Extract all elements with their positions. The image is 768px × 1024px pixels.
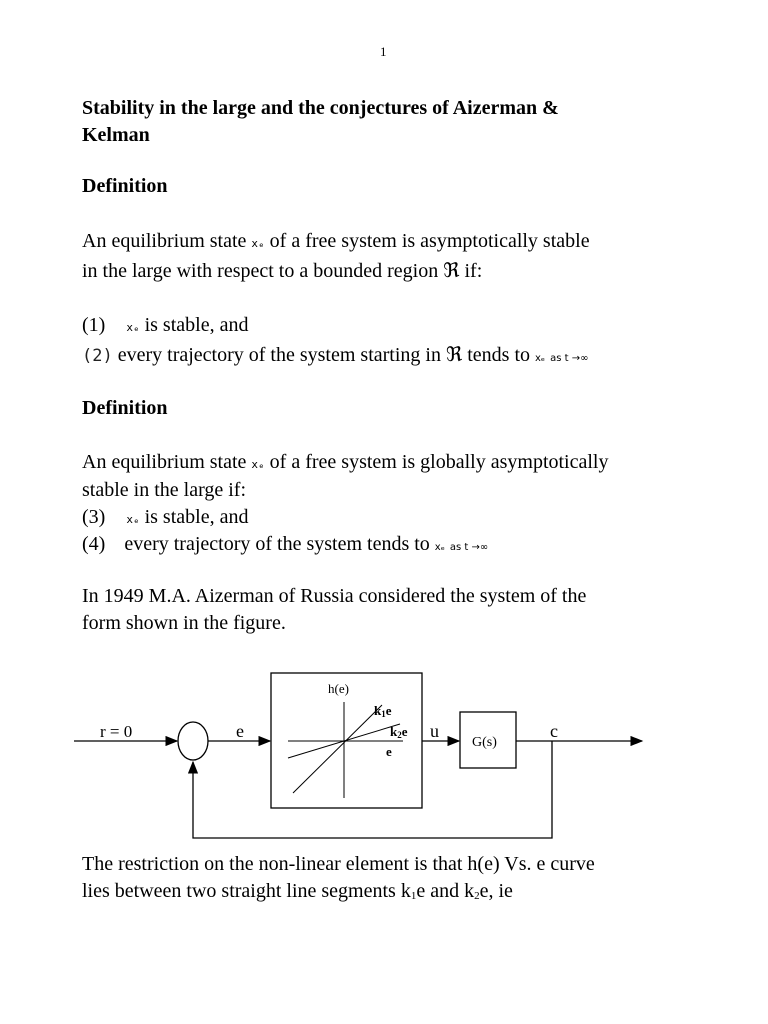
item-1-text: is stable, and [144,314,249,336]
xe-symbol: xₑ [126,321,140,334]
xe-symbol: xₑ [434,542,445,553]
limit-expression: as t →∞ [449,542,489,553]
para2-line-2: lies between two straight line segments $k_1e$ and $k_2e$, ie [82,880,513,902]
feedback-block-diagram [0,660,768,850]
xe-symbol: xₑ [535,353,546,364]
item-1-number: (1) [82,314,106,336]
output-label: c [550,721,558,741]
def1-line-2: in the large with respect to a bounded region ℜ if: [82,260,483,282]
item-3-number: (3) [82,506,106,528]
para1-line-2: form shown in the figure. [82,612,286,634]
item-3-text: is stable, and [144,506,249,528]
xe-symbol: xₑ [126,513,140,526]
input-label: r = 0 [100,722,133,741]
xe-symbol: xₑ [251,458,265,471]
def1-line1-a: An equilibrium state [82,230,247,252]
title-line-2: Kelman [82,124,150,146]
para2-line-1: The restriction on the non-linear element is that h(e) Vs. e curve [82,853,595,875]
def2-line-2: stable in the large if: [82,479,247,501]
item-2-number: (2) [82,346,113,366]
def2-line1-a: An equilibrium state [82,451,247,473]
para1-line-1: In 1949 M.A. Aizerman of Russia considered the system of the [82,585,587,607]
h-label: h(e) [328,681,349,696]
k2e-label: k2e [390,724,408,740]
item-4-text: every trajectory of the system tends to [124,533,430,555]
definition-heading-2: Definition [82,397,168,419]
title-line-1: Stability in the large and the conjectures of Aizerman & [82,97,559,119]
document-title [82,95,559,149]
control-label: u [430,721,439,741]
definition-heading-1: Definition [82,175,168,197]
def1-item-2 [82,340,588,374]
def2-item-4 [82,529,488,563]
def2-line1-b: of a free system is globally asymptotically [269,451,609,473]
error-label: e [236,721,244,741]
item-4-number: (4) [82,533,106,555]
def1-item-1 [82,310,248,343]
xe-symbol: xₑ [251,237,265,250]
page-number: 1 [380,44,387,59]
def1-line-1 [82,226,590,259]
limit-expression: as t →∞ [550,353,589,364]
item-2-text: every trajectory of the system starting in ℜ tends to [117,344,531,366]
def1-line1-b: of a free system is asymptotically stable [269,230,590,252]
e-axis-label: e [386,744,392,759]
k1e-label: k1e [374,703,392,719]
summing-junction [178,722,208,760]
plant-label: G(s) [472,735,497,750]
